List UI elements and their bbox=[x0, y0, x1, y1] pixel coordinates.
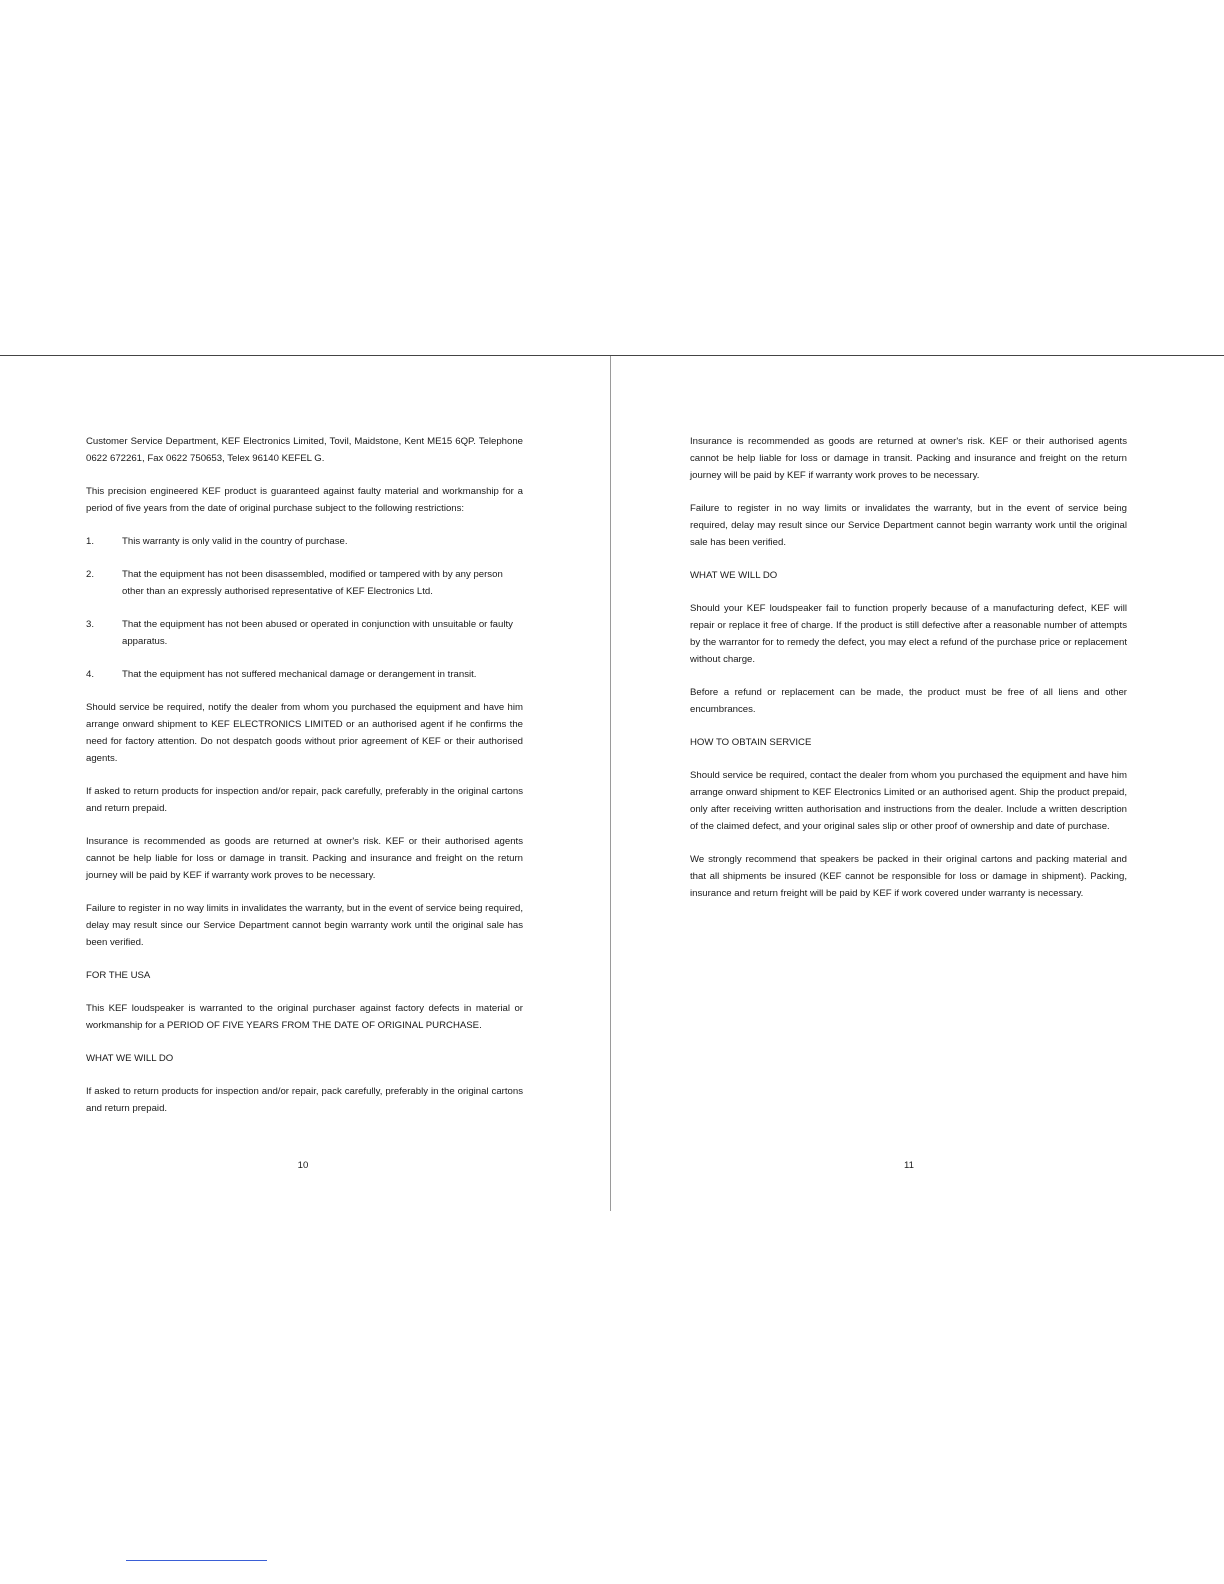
packing-paragraph: We strongly recommend that speakers be packed in their original cartons and packing material and that all shipments be insured (KEF cannot be responsible for loss or damage in shipment). Packing, insurance and return freight will be paid by KEF if work covered under warranty is necessary. bbox=[690, 854, 1127, 899]
obtain-service-heading: HOW TO OBTAIN SERVICE bbox=[690, 737, 812, 748]
right-page bbox=[690, 433, 1127, 918]
return-paragraph: If asked to return products for inspection and/or repair, pack carefully, preferably in the original cartons and return prepaid. bbox=[86, 786, 523, 814]
restriction-number: 4. bbox=[86, 669, 95, 680]
what-we-will-do-heading: WHAT WE WILL DO bbox=[690, 570, 778, 581]
what-we-will-do-paragraph: Should your KEF loudspeaker fail to function properly because of a manufacturing defect, KEF will repair or replace it free of charge. If the product is still defective after a reasonable number of attempts by the warrantor for to remedy the defect, you may elect a refund of the purchase price or replacement without charge. bbox=[690, 603, 1127, 665]
restriction-text: This warranty is only valid in the country of purchase. bbox=[122, 536, 348, 547]
failure-paragraph: Failure to register in no way limits or invalidates the warranty, but in the event of service being required, delay may result since our Service Department cannot begin warranty work until the original sale has been verified. bbox=[690, 503, 1127, 548]
restriction-item bbox=[86, 533, 523, 550]
address-paragraph: Customer Service Department, KEF Electronics Limited, Tovil, Maidstone, Kent ME15 6QP. Telephone 0622 672261, Fax 0622 750653, Telex 96140 KEFEL G. bbox=[86, 436, 523, 464]
restriction-text: That the equipment has not been abused or operated in conjunction with unsuitable or faulty apparatus. bbox=[122, 619, 513, 647]
insurance-paragraph: Insurance is recommended as goods are returned at owner's risk. KEF or their authorised agents cannot be help liable for loss or damage in transit. Packing and insurance and freight on the return journey will be paid by KEF if warranty work proves to be necessary. bbox=[86, 836, 523, 881]
restriction-item bbox=[86, 566, 523, 600]
usa-heading: FOR THE USA bbox=[86, 970, 151, 981]
restriction-item bbox=[86, 616, 523, 650]
restriction-text: That the equipment has not been disassembled, modified or tampered with by any person other than an expressly authorised representative of KEF Electronics Ltd. bbox=[122, 569, 503, 597]
obtain-service-paragraph: Should service be required, contact the dealer from whom you purchased the equipment and have him arrange onward shipment to KEF Electronics Limited or an authorised agent. Ship the product prepaid, only after receiving written authorisation and instructions from the dealer. Include a written description of the claimed defect, and your original sales slip or other proof of ownership and date of purchase. bbox=[690, 770, 1127, 832]
refund-paragraph: Before a refund or replacement can be made, the product must be free of all liens and other encumbrances. bbox=[690, 687, 1127, 715]
warranty-intro-paragraph: This precision engineered KEF product is guaranteed against faulty material and workmanship for a period of five years from the date of original purchase subject to the following restrictions: bbox=[86, 486, 523, 514]
page-number-left: 10 bbox=[297, 1160, 309, 1171]
restriction-item bbox=[86, 666, 523, 683]
service-paragraph: Should service be required, notify the dealer from whom you purchased the equipment and have him arrange onward shipment to KEF ELECTRONICS LIMITED or an authorised agent if he confirms the need for factory attention. Do not despatch goods without prior agreement of KEF or their authorised agents. bbox=[86, 702, 523, 764]
restriction-text: That the equipment has not suffered mechanical damage or derangement in transit. bbox=[122, 669, 477, 680]
left-page bbox=[86, 433, 523, 1133]
page-spine-divider bbox=[610, 356, 611, 1211]
what-we-will-do-paragraph: If asked to return products for inspection and/or repair, pack carefully, preferably in the original cartons and return prepaid. bbox=[86, 1086, 523, 1114]
page-number-right: 11 bbox=[904, 1160, 914, 1171]
what-we-will-do-heading: WHAT WE WILL DO bbox=[86, 1053, 174, 1064]
insurance-paragraph: Insurance is recommended as goods are returned at owner's risk. KEF or their authorised agents cannot be help liable for loss or damage in transit. Packing and insurance and freight on the return journey will be paid by KEF if warranty work proves to be necessary. bbox=[690, 436, 1127, 481]
restriction-number: 3. bbox=[86, 619, 95, 630]
usa-warranty-paragraph: This KEF loudspeaker is warranted to the original purchaser against factory defects in material or workmanship for a PERIOD OF FIVE YEARS FROM THE DATE OF ORIGINAL PURCHASE. bbox=[86, 1003, 523, 1031]
restriction-number: 2. bbox=[86, 569, 95, 580]
failure-paragraph: Failure to register in no way limits in invalidates the warranty, but in the event of service being required, delay may result since our Service Department cannot begin warranty work until the original sale has been verified. bbox=[86, 903, 523, 948]
restriction-number: 1. bbox=[86, 536, 95, 547]
page-top-rule bbox=[0, 355, 1224, 356]
scan-accent-line bbox=[126, 1560, 267, 1561]
